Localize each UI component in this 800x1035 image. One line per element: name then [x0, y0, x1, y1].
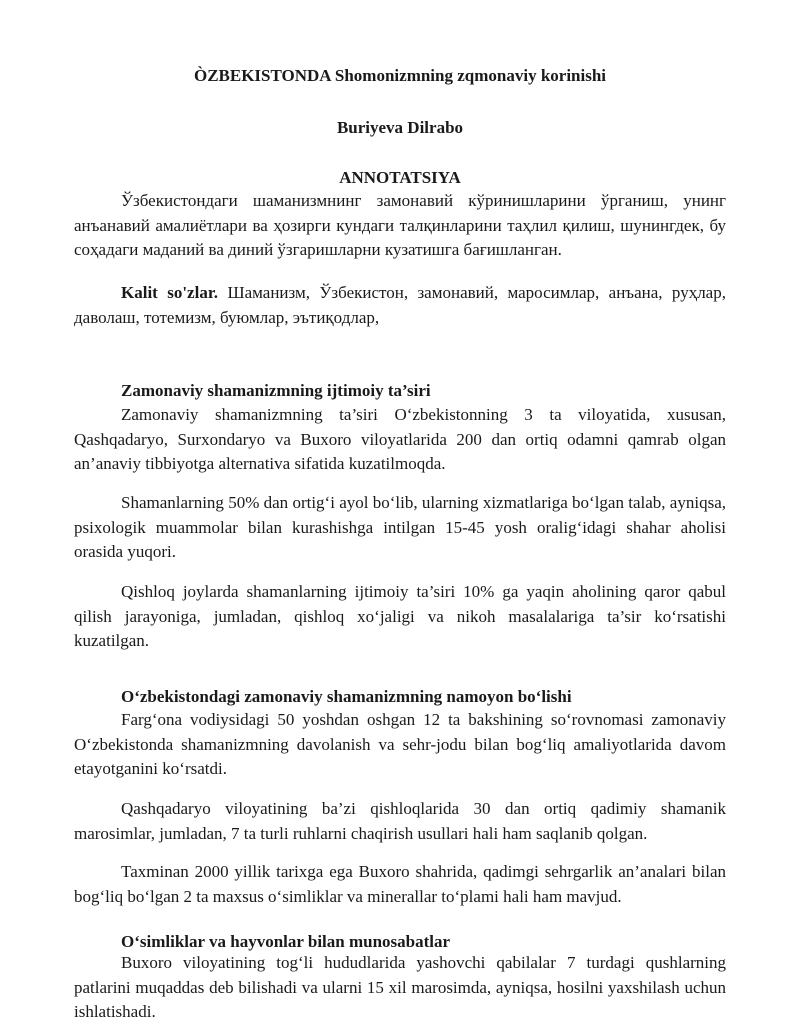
keywords-label: Kalit so'zlar.: [121, 283, 219, 302]
section-heading-social-impact: Zamonaviy shamanizmning ijtimoiy ta’siri: [121, 381, 431, 400]
section-paragraph: Qishloq joylarda shamanlarning ijtimoiy ta’siri 10% ga yaqin aholining qaror qabul qilish jarayoniga, jumladan, qishloq xo‘jaligi va nikoh masalalariga ta’sir ko‘rsatishi kuzatilgan.: [74, 582, 726, 650]
section-heading-plants-animals: O‘simliklar va hayvonlar bilan munosabatlar: [121, 932, 451, 951]
keywords-paragraph: [74, 281, 726, 330]
document-title: ÒZBEKISTONDA Shomonizmning zqmonaviy korinishi: [193, 66, 607, 85]
section-paragraph: Farg‘ona vodiysidagi 50 yoshdan oshgan 12 ta bakshining so‘rovnomasi zamonaviy O‘zbekistonda shamanizmning davolanish va sehr-jodu bilan bog‘liq amaliyotlarida davom etayotganini ko‘rsatdi.: [74, 710, 726, 778]
section-paragraph: Zamonaviy shamanizmning ta’siri O‘zbekistonning 3 ta viloyatida, xususan, Qashqadaryo, Surxondaryo va Buxoro viloyatlarida 200 dan ortiq odamni qamrab olgan an’anaviy tibbiyotga alternativa sifatida kuzatilmoqda.: [74, 405, 726, 473]
section-paragraph: Taxminan 2000 yillik tarixga ega Buxoro shahrida, qadimgi sehrgarlik an’analari bilan bog‘liq bo‘lgan 2 ta maxsus o‘simliklar va minerallar to‘plami hali ham mavjud.: [74, 862, 726, 906]
section-paragraph: Buxoro viloyatining tog‘li hududlarida yashovchi qabilalar 7 turdagi qushlarning patlarini muqaddas deb bilishadi va ularni 15 xil marosimda, ayniqsa, hosilni yaxshilash uchun ishlatishadi.: [74, 953, 726, 1021]
section-paragraph: Shamanlarning 50% dan ortig‘i ayol bo‘lib, ularning xizmatlariga bo‘lgan talab, ayniqsa, psixologik muammolar bilan kurashishga intilgan 15-45 yosh oralig‘idagi shahar aholisi orasida yuqori.: [74, 493, 726, 561]
abstract-text: Ўзбекистондаги шаманизмнинг замонавий кўринишларини ўрганиш, унинг анъанавий амалиётлари ва ҳозирги кундаги талқинларини таҳлил қилиш, шунингдек, бу соҳадаги маданий ва диний ўзгаришларни кузатишга бағишланган.: [74, 191, 726, 259]
section-paragraph: Qashqadaryo viloyatining ba’zi qishloqlarida 30 dan ortiq qadimiy shamanik marosimlar, jumladan, 7 ta turli ruhlarni chaqirish usullari hali ham saqlanib qolgan.: [74, 799, 726, 843]
abstract-heading: ANNOTATSIYA: [339, 168, 461, 187]
author-name: Buriyeva Dilrabo: [336, 118, 464, 137]
keywords-text: Шаманизм, Ўзбекистон, замонавий, маросимлар, анъана, руҳлар, даволаш, тотемизм, буюмлар, эътиқодлар,: [74, 283, 726, 327]
section-heading-manifestation: O‘zbekistondagi zamonaviy shamanizmning namoyon bo‘lishi: [121, 687, 572, 706]
